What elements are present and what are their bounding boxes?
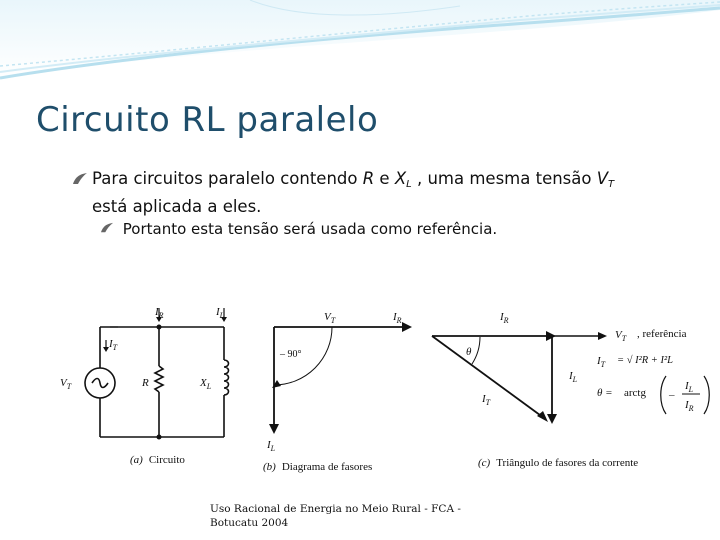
bullet-sub-text: Portanto esta tensão será usada como referência.: [122, 220, 498, 238]
slide-title: Circuito RL paralelo: [36, 100, 379, 140]
svg-text:IT: $I_T$: [597, 355, 606, 369]
svg-text:, referência: , referência: [637, 328, 687, 340]
circuit-node: [157, 325, 162, 330]
svg-text:IT: $I_T$: [109, 338, 118, 352]
svg-text:R: R: [142, 377, 149, 389]
svg-text:IR: $I_R$: [500, 311, 509, 325]
svg-text:(a)Circuito: (a) Circuito: [130, 454, 185, 466]
phasor-diagram: [263, 311, 412, 473]
svg-text:θ =: θ =: [597, 387, 613, 399]
svg-text:IL: $I_L$: [267, 439, 276, 453]
svg-text:θ: θ: [466, 346, 472, 358]
footer-text: [210, 502, 461, 530]
svg-text:IL: $I_L$: [569, 370, 578, 384]
bullet-main-line2: está aplicada a eles.: [92, 197, 262, 216]
svg-text:IL: $I_L$: [216, 306, 225, 320]
svg-text:= √ I²R + I²L: = √ I²R + I²L: [617, 355, 673, 366]
bullet-sub: [100, 220, 497, 238]
svg-text:VT: $V_T$: [60, 377, 72, 391]
svg-text:–: –: [669, 389, 675, 401]
footer-line-1: Uso Racional de Energia no Meio Rural - FCA -: [210, 503, 461, 515]
svg-text:IR: $I_R$: [685, 399, 694, 413]
footer-line-2: Botucatu 2004: [210, 517, 289, 529]
svg-text:VT: $V_T$: [615, 329, 627, 343]
bullet-icon: [100, 220, 119, 238]
current-triangle-diagram: [432, 311, 709, 469]
bullet-main: [72, 168, 692, 218]
circuit-node: [157, 435, 162, 440]
bullet-main-text: Para circuitos paralelo contendo R e $X_L$ , uma mesma tensão $V_T$: [92, 169, 615, 190]
svg-text:(c)Triângulo de fasores da cor: (c) Triângulo de fasores da corrente: [478, 457, 639, 469]
svg-text:– 90°: – 90°: [280, 349, 302, 360]
svg-text:arctg: arctg: [624, 387, 646, 399]
bullet-icon: [72, 170, 88, 192]
svg-text:IT: $I_T$: [482, 393, 491, 407]
circuit-figure: [52, 300, 720, 480]
svg-text:(b)Diagrama de fasores: (b) Diagrama de fasores: [263, 461, 373, 473]
header-banner: [0, 0, 720, 95]
svg-text:IR: $I_R$: [155, 306, 164, 320]
svg-text:IL: $I_L$: [685, 380, 694, 394]
svg-text:XL: $X_L$: [200, 377, 212, 391]
svg-text:VT: $V_T$: [324, 311, 336, 325]
svg-text:IR: $I_R$: [393, 311, 402, 325]
